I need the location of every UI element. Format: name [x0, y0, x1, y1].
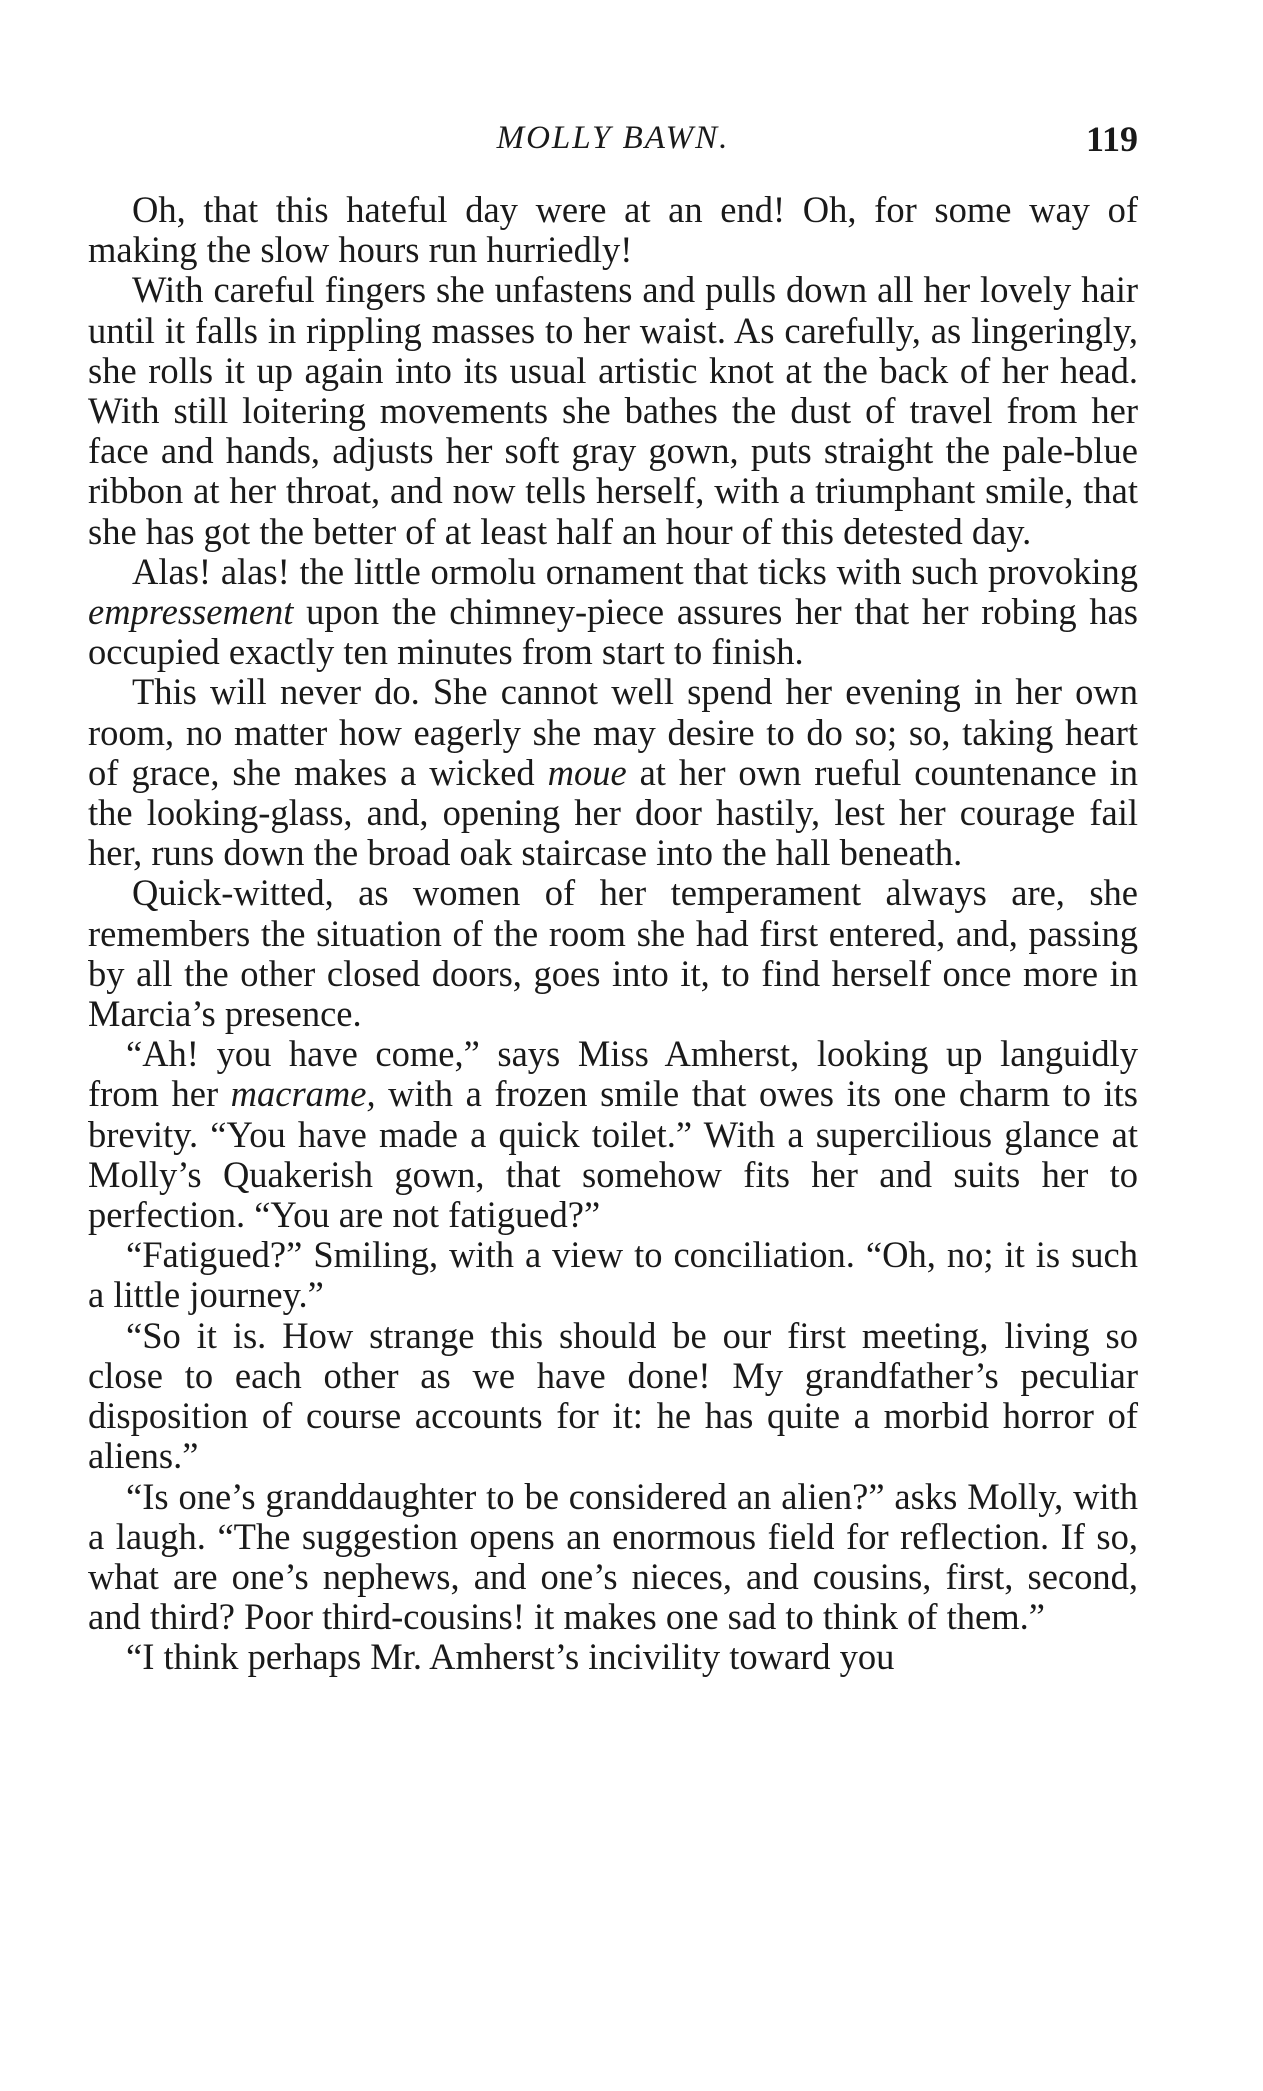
paragraph-3-text-b: upon the chimney-piece assures her that her robing has occupied exactly ten minutes from start to finish. [88, 591, 1138, 673]
page-number: 119 [1085, 119, 1138, 159]
body-text [88, 190, 1138, 1678]
paragraph-6-text-b: with a frozen smile that owes its one charm to its brevity. “You have made a quick toilet.” With a supercilious glance at Molly’s Quakerish gown, that somehow fits her and suits her to perfection. “You are not fatigued?” [88, 1073, 1138, 1236]
paragraph-3-text-a: Alas! alas! the little ormolu ornament that ticks with such provoking [132, 550, 1138, 592]
italic-word-macrame: macrame, [230, 1073, 376, 1115]
paragraph-6 [88, 1034, 1138, 1235]
paragraph-1: Oh, that this hateful day were at an end! Oh, for some way of making the slow hours run hurriedly! [88, 189, 1138, 271]
paragraph-4-text-b: at her own rueful countenance in the looking-glass, and, opening her door hastily, lest her courage fail her, runs down the broad oak staircase into the hall beneath. [88, 751, 1138, 874]
paragraph-7: “Fatigued?” Smiling, with a view to conciliation. “Oh, no; it is such a little journey.” [88, 1234, 1138, 1316]
running-title: MOLLY BAWN. [496, 120, 730, 156]
paragraph-4-text-a: This will never do. She cannot well spend her evening in her own room, no matter how eagerly she may desire to do so; so, taking heart of grace, she makes a wicked [88, 671, 1138, 793]
italic-word-moue: moue [547, 751, 627, 793]
paragraph-6-text-a: “Ah! you have come,” says Miss Amherst, looking up languidly from her [88, 1033, 1138, 1115]
paragraph-4 [88, 672, 1138, 873]
page-header [88, 118, 1138, 162]
paragraph-8: “So it is. How strange this should be our first meeting, living so close to each other as we have done! My grandfather’s peculiar disposition of course accounts for it: he has quite a morbid horror of aliens.” [88, 1314, 1138, 1477]
paragraph-2: With careful fingers she unfastens and pulls down all her lovely hair until it falls in rippling masses to her waist. As carefully, as lingeringly, she rolls it up again into its usual artistic knot at the back of her head. With still loitering movements she bathes the dust of travel from her face and hands, adjusts her soft gray gown, puts straight the pale-blue ribbon at her throat, and now tells herself, with a triumphant smile, that she has got the better of at least half an hour of this detested day. [88, 269, 1138, 552]
italic-word-empressement: empressement [88, 591, 294, 633]
paragraph-5: Quick-witted, as women of her temperament always are, she remembers the situation of the room she had first entered, and, passing by all the other closed doors, goes into it, to find herself once more in Marcia’s presence. [88, 872, 1138, 1035]
paragraph-10: “I think perhaps Mr. Amherst’s incivility toward you [126, 1636, 895, 1678]
paragraph-3 [88, 552, 1138, 673]
paragraph-9: “Is one’s granddaughter to be considered an alien?” asks Molly, with a laugh. “The suggestion opens an enormous field for reflection. If so, what are one’s nephews, and one’s nieces, and cousins, first, second, and third? Poor third-cousins! it makes one sad to think of them.” [88, 1475, 1138, 1638]
